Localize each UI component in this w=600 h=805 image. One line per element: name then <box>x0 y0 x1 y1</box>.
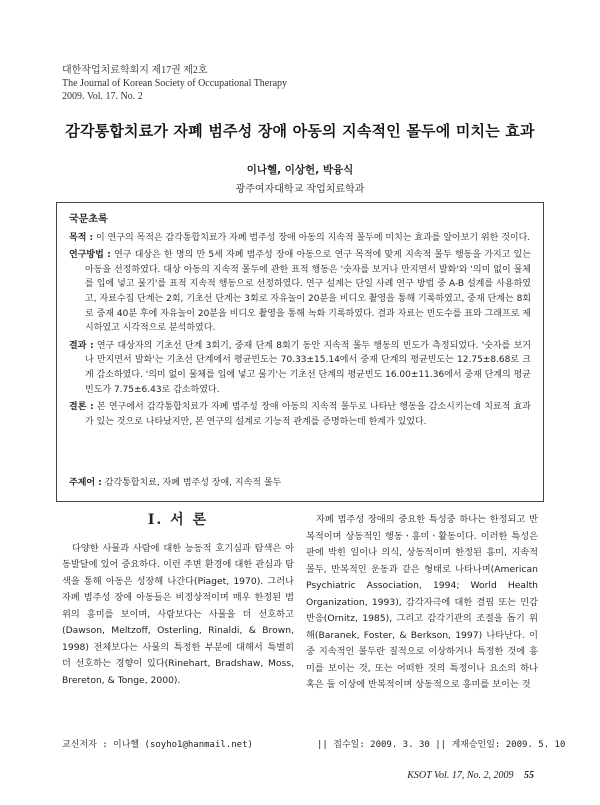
journal-name-korean: 대한작업치료학회지 제17권 제2호 <box>62 65 208 76</box>
abstract-conclusion <box>69 400 531 429</box>
page-footer <box>407 770 534 781</box>
results-label: 결과 : <box>69 340 94 351</box>
methods-text: 연구 대상은 한 명의 만 5세 자폐 범주성 장애 아동으로 연구 목적에 맞게 지속적 몰두 행동을 가지고 있는 아동을 선정하였다. 대상 아동의 지속적 몰두에 관한 표적 행동은 '숫자를 보거나 만지면서 발화'와 '의미 없이 물체를 입에 넣고 물기'를 표적 지속적 행동으로 선정하였다. 연구 설계는 단일 사례 연구 방법 중 A-B 설계를 사용하였고, 자료수집 단계는 2회, 기초선 단계는 3회로 자유놀이 20분을 비디오 촬영을 통해 기록하였고, 중재 단계는 8회로 중재 40분 후에 자유놀이 20분을 비디오 촬영을 통해 녹화 기록하였다. 결과 자료는 빈도수를 표와 그래프로 제시하였고 시각적으로 분석하였다. <box>85 250 531 334</box>
journal-abbreviation: KSOT Vol. 17, No. 2, 2009 <box>407 770 514 781</box>
abstract-heading: 국문초록 <box>69 214 108 225</box>
keywords-label: 주제어 : <box>69 478 102 489</box>
intro-paragraph-left: 다양한 사물과 사람에 대한 능동적 호기심과 탐색은 아동발달에 있어 중요하다. 이런 주변 환경에 대한 관심과 탐색을 통해 아동은 성장해 나간다(Piaget, 1970). 그러나 자폐 범주성 장애 아동들은 비정상적이며 매우 한정된 범위의 흥미를 보이며, 사람보다는 사물을 더 선호하고(Dawson, Meltzoff, Osterling, Rinaldi, & Brown, 1998) 전체보다는 사물의 특정한 부분에 대해서 특별히 더 선호하는 경향이 있다(Rinehart, Bradshaw, Moss, Brereton, & Tonge, 2000). <box>62 542 294 686</box>
abstract-purpose <box>69 231 531 246</box>
page-number: 55 <box>524 770 534 781</box>
abstract-keywords <box>69 476 281 491</box>
corresponding-author: 교신저자 : 이나헬 (soyho1@hanmail.net) <box>62 740 253 750</box>
section-heading-introduction: Ⅰ. 서 론 <box>147 512 209 528</box>
abstract-methods <box>69 248 531 336</box>
conclusion-text: 본 연구에서 감각통합치료가 자폐 범주성 장애 아동의 지속적 몰두로 나타난 행동을 감소시키는데 치료적 효과가 있는 것으로 나타났지만, 본 연구의 설계로 기능적 관계를 증명하는데 한계가 있었다. <box>85 402 531 427</box>
paper-authors: 이나혤, 이상헌, 박융식 <box>246 164 354 176</box>
abstract-box <box>56 202 544 502</box>
purpose-text: 이 연구의 목적은 감각통합치료가 자폐 범주성 장애 아동의 지속적 몰두에 미치는 효과를 알아보기 위한 것이다. <box>96 232 531 243</box>
journal-header <box>62 64 287 103</box>
keywords-text: 감각통합치료, 자폐 범주성 장애, 지속적 몰두 <box>104 478 282 489</box>
conclusion-label: 결론 : <box>69 402 94 413</box>
purpose-label: 목적 : <box>69 232 94 243</box>
body-column-right: 자폐 범주성 장애의 중요한 특성중 하나는 한정되고 반복적이며 상동적인 행동ㆍ흥미ㆍ활동이다. 이러한 특성은 판에 박힌 일이나 의식, 상동적이며 한정된 흥미, 지속적 몰두, 반복적인 운동과 같은 형태로 나타나며(American Psychiatric Association, 1994; World Health Organization, 1993), 감각자극에 대한 결핍 또는 민감 반응(Ornitz, 1985), 그리고 감각기관의 조절을 돕기 위해(Baranek, Foster, & Berkson, 1997) 나타난다. 이 중 지속적인 몰두란 질적으로 이상하거나 특정한 것에 흥미를 보이는 것, 또는 어떠한 것의 특정이나 요소의 하나 혹은 둘 이상에 반복적이며 상동적으로 흥미를 보이는 것 <box>306 514 538 690</box>
journal-name-english: The Journal of Korean Society of Occupational Therapy <box>62 78 288 89</box>
body-column-left <box>62 512 294 689</box>
results-text: 연구 대상자의 기초선 단계 3회기, 중재 단계 8회기 동안 지속적 몰두 행동의 빈도가 측정되었다. '숫자를 보거나 만지면서 발화'는 기초선 단계에서 평균빈도는 70.33±15.14에서 중재 단계의 평균빈도는 12.75±8.68로 크게 감소하였다. '의미 없이 물체를 입에 넣고 물기'는 기초선 단계의 평균빈도 16.00±11.36에서 중재 단계의 평균빈도가 7.75±6.43로 감소하였다. <box>85 340 532 395</box>
paper-affiliation: 광주여자대학교 작업치료학과 <box>235 184 365 195</box>
submission-dates: || 접수일: 2009. 3. 30 || 게재승인일: 2009. 5. 10 <box>317 740 566 750</box>
abstract-results <box>69 339 531 397</box>
journal-volume: 2009. Vol. 17. No. 2 <box>62 91 143 102</box>
methods-label: 연구방법 : <box>69 250 111 261</box>
paper-title: 감각통합치료가 자폐 범주성 장애 아동의 지속적인 몰두에 미치는 효과 <box>65 122 535 140</box>
